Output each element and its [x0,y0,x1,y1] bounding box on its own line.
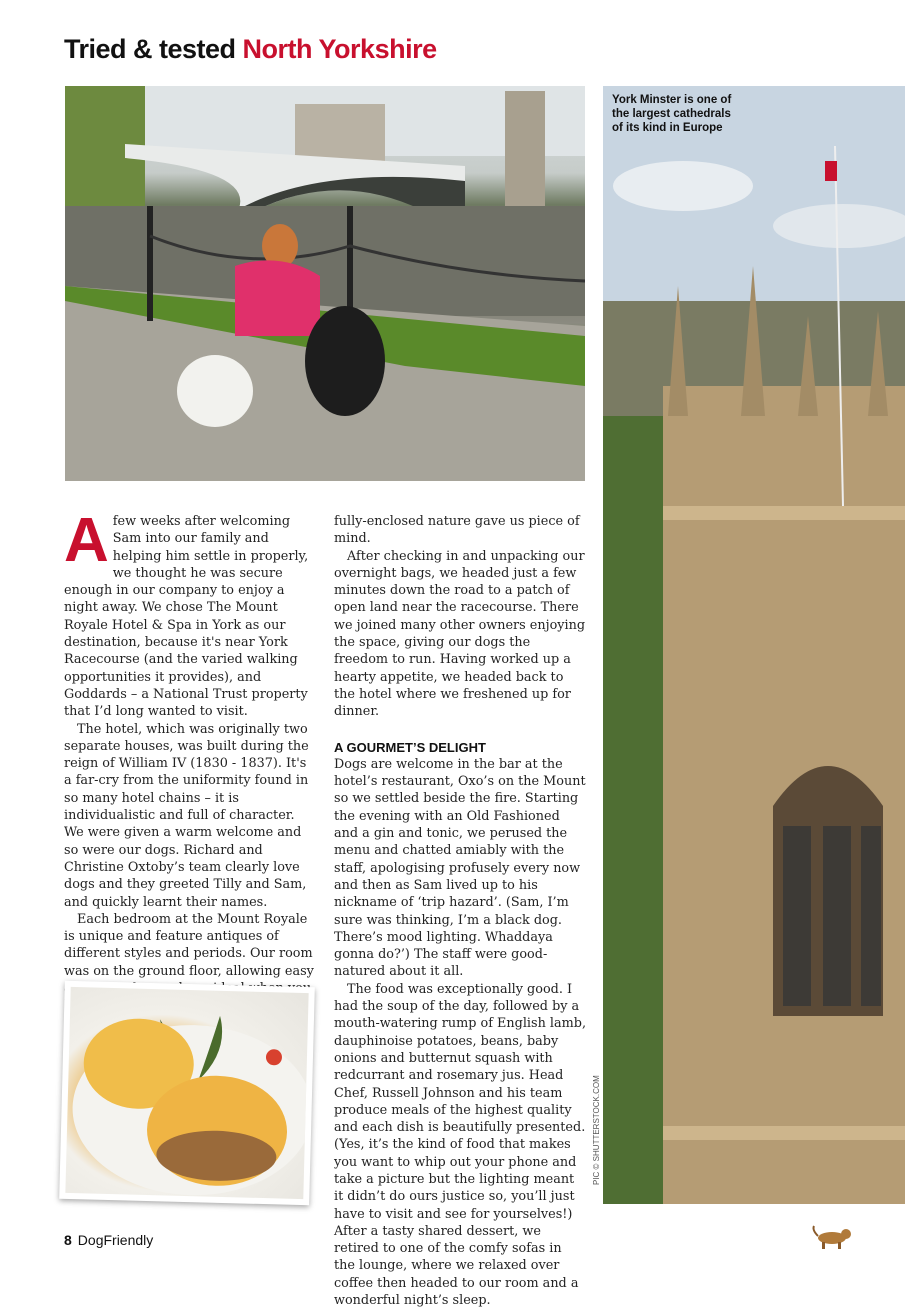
article-paragraph: Dogs are welcome in the bar at the hotel’s restaurant, Oxo’s on the Mount so we settled beside the fire. Starting the evening with an Old Fashioned and a gin and tonic, we perused the menu and chatted amiably with the staff, apologising profusely every now and then as Sam lived up to his nickname of ‘trip hazard’. (Sam, I’m sure was thinking, I’m a black dog. There’s mood lighting. Whaddaya gonna do?’) The staff were good-natured about it all. [334,756,586,980]
photo-caption: York Minster is one of the largest cathedrals of its kind in Europe [612,94,732,134]
title-prefix: Tried & tested [64,34,243,64]
photo-york-minster [603,86,905,1204]
title-highlight: North Yorkshire [242,34,437,64]
photo-credit: PIC © SHUTTERSTOCK.COM [592,1075,601,1185]
eggs-photo-illustration [65,987,308,1199]
page-footer [64,1232,153,1248]
page-title [64,34,437,65]
bridge-photo-illustration [65,86,585,481]
photo-eggs-benedict [59,981,315,1205]
section-subheading: A GOURMET’S DELIGHT [334,739,486,755]
article-column-1 [64,506,315,1032]
minster-photo-illustration [603,86,905,1204]
magazine-name: DogFriendly [77,1232,154,1248]
article-paragraph [64,506,315,721]
article-paragraph: fully-enclosed nature gave us piece of mind. [334,514,580,547]
drop-cap: A [64,506,109,575]
article-paragraph: After checking in and unpacking our overnight bags, we headed just a few minutes down the road to a patch of open land near the racecourse. There we joined many other owners enjoying the space, giving our dogs the freedom to run. Having worked up a hearty appetite, we headed back to the hotel where we freshened up for dinner. [334,548,586,720]
article-paragraph: The food was exceptionally good. I had the soup of the day, followed by a mouth-watering rump of English lamb, dauphinoise potatoes, beans, baby onions and butternut squash with redcurrant and rosemary jus. Head Chef, Russell Johnson and his team produce meals of the highest quality and each dish is beautifully presented. (Yes, it’s the kind of food that makes you want to whip out your phone and take a picture but the lighting meant it didn’t do ours justice so, you’ll just have to visit and see for yourselves!) After a tasty shared dessert, we retired to one of the comfy sofas in the lounge, where we relaxed over coffee then headed to our room and a wonderful night’s sleep. [334,981,587,1309]
page-number: 8 [64,1232,72,1248]
article-paragraph: The hotel, which was originally two separate houses, was built during the reign of William IV (1830 - 1837). It's a far-cry from the uniformity found in so many hotel chains – it is individualistic and full of character. We were given a warm welcome and so were our dogs. Richard and Christine Oxtoby’s team clearly love dogs and they greeted Tilly and Sam, and quickly learnt their names. [64,721,309,910]
article-paragraph: Each bedroom at the Mount Royale is unique and feature antiques of different styles and periods. Our room was on the ground floor, allowing easy [64,911,314,979]
article-column-2 [334,513,586,1309]
dog-logo-icon [808,1224,860,1252]
paragraph-text: few weeks after welcoming Sam into our family and helping him settle in properly, we thought he was secure enough in our company to enjoy a night away. We chose The Mount Royale Hotel & Spa in York as our destination, because it's near York Racecourse (and the varied walking opportunities it provides), and Goddards – a National Trust property that I’d long wanted to visit. [64,514,309,720]
photo-bridge-with-dogs [65,86,585,481]
